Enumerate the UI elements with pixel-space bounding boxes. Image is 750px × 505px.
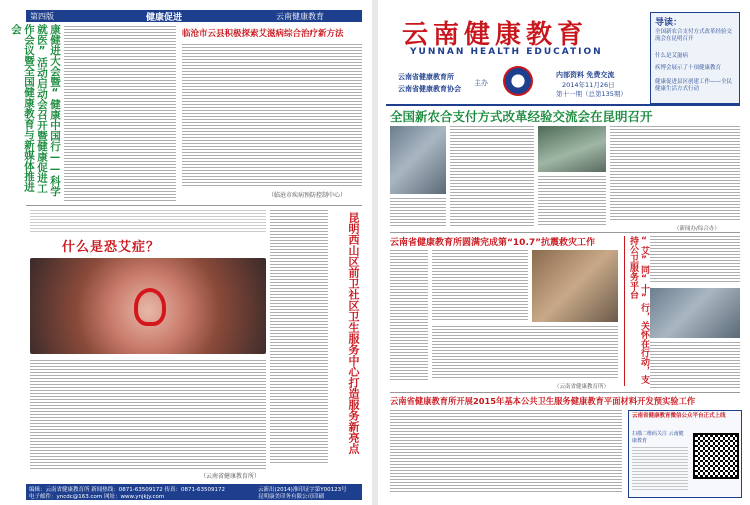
guide-item[interactable]: 健康促进县区创建工作——全民健康生活方式行动	[655, 79, 733, 92]
guide-box	[650, 12, 740, 104]
wechat-ad-title: 云南省健康教育微信公众平台正式上线	[632, 413, 726, 419]
article-3-col-a	[650, 236, 740, 284]
qr-code-icon[interactable]	[693, 433, 739, 479]
right-divider-1	[390, 232, 740, 233]
article-2-credit: （云南省健康教育所）	[554, 384, 610, 390]
internal-label: 内部资料 免费交流	[556, 71, 615, 79]
left-section-title: 健康促进	[146, 13, 183, 23]
issue-date: 2014年11月26日	[562, 81, 615, 89]
sponsor-1: 云南省健康教育所	[398, 73, 454, 81]
article-1-col-d	[538, 176, 606, 226]
red-ribbon-icon	[134, 288, 166, 326]
masthead-english: YUNNAN HEALTH EDUCATION	[410, 47, 603, 57]
left-article-2-body	[30, 360, 266, 470]
left-footer	[26, 484, 362, 500]
side-headline: 昆明西山区前卫社区卫生服务中心打造服务新亮点	[347, 212, 360, 454]
relief-photo	[532, 250, 618, 322]
right-page	[378, 0, 750, 505]
hands-photo	[30, 258, 266, 354]
guide-title: 导读：	[655, 18, 683, 28]
left-article-2-credit: （云南省健康教育所）	[200, 473, 261, 480]
feature-body	[182, 44, 362, 186]
article-3-col-b	[650, 342, 740, 388]
article-1-col-c	[390, 198, 446, 226]
wechat-ad	[628, 410, 742, 498]
sponsor-2: 云南省健康教育协会	[398, 85, 461, 93]
sponsor-role: 主办	[474, 79, 488, 87]
feature-credit: （临沧市疾病预防控制中心）	[268, 192, 347, 199]
main-headline: 什么是恐艾症？	[62, 240, 161, 255]
feature-headline-horizontal: 临沧市云县积极探索艾滋病综合治疗新方法	[182, 29, 344, 39]
footer-line-3: 云新出(2014)准印证字第Y00123号	[258, 487, 347, 493]
article-2-col-a	[390, 250, 428, 380]
article-1-col-a	[450, 126, 534, 226]
headline-3: 云南省健康教育所开展2015年基本公共卫生服务健康教育平面材料开发预实验工作	[390, 396, 696, 406]
article-4-body	[390, 410, 622, 494]
left-article-1-body	[64, 26, 176, 202]
right-divider-2	[390, 392, 740, 393]
left-paper-name: 云南健康教育	[276, 12, 324, 21]
guide-item[interactable]: 疾博会展示了十项健康教育	[655, 65, 722, 71]
article-2-col-b	[432, 250, 528, 322]
left-middle-column	[270, 210, 328, 464]
footer-line-2: 电子邮件：yncdc@163.com 网址：www.ynjkjy.com	[29, 494, 165, 500]
masthead-title: 云南健康教育	[402, 20, 589, 50]
guide-item[interactable]: 全国新农合支付方式改革经验交流会在昆明召开	[655, 29, 733, 42]
vertical-headline-2: “艾”同“十”行，关怀在行动，支持公卫服务平台	[624, 236, 649, 386]
headline-1: 全国新农合支付方式改革经验交流会在昆明召开	[390, 109, 653, 124]
footer-line-1: 编辑：云南省健康教育所 新闻热线：0871-63509172 传真：0871-63509172	[29, 487, 225, 493]
left-page-label: 第四版	[30, 12, 54, 21]
meeting-photo	[390, 126, 446, 194]
wechat-ad-line: 扫描二维码关注 云南健康教育	[632, 431, 684, 444]
left-divider	[26, 205, 362, 206]
booth-photo	[650, 288, 740, 338]
left-intro-text	[30, 210, 266, 234]
left-vertical-headline: 康健进大会暨“健康中国行——科学就医”活动启动会召开暨健康促进工作会议暨全国健康教育与新媒体推进会	[10, 24, 61, 197]
headline-2: 云南省健康教育所圆满完成第“10.7”抗震救灾工作	[390, 238, 596, 248]
guide-item[interactable]: 什么是艾滋病	[655, 53, 689, 59]
masthead-rule	[386, 104, 740, 106]
left-header-bar	[26, 10, 362, 22]
wechat-ad-text	[632, 447, 688, 491]
article-1-col-b	[610, 126, 740, 222]
footer-line-4: 昆明康美印务有限公司印刷	[258, 494, 325, 500]
emblem-icon	[503, 66, 533, 96]
article-1-credit: （新闻办/综合办）	[674, 226, 720, 232]
left-page	[0, 0, 372, 505]
issue-number: 第十一期（总第135期）	[556, 90, 627, 98]
article-2-col-c	[432, 326, 618, 380]
conference-photo	[538, 126, 606, 172]
